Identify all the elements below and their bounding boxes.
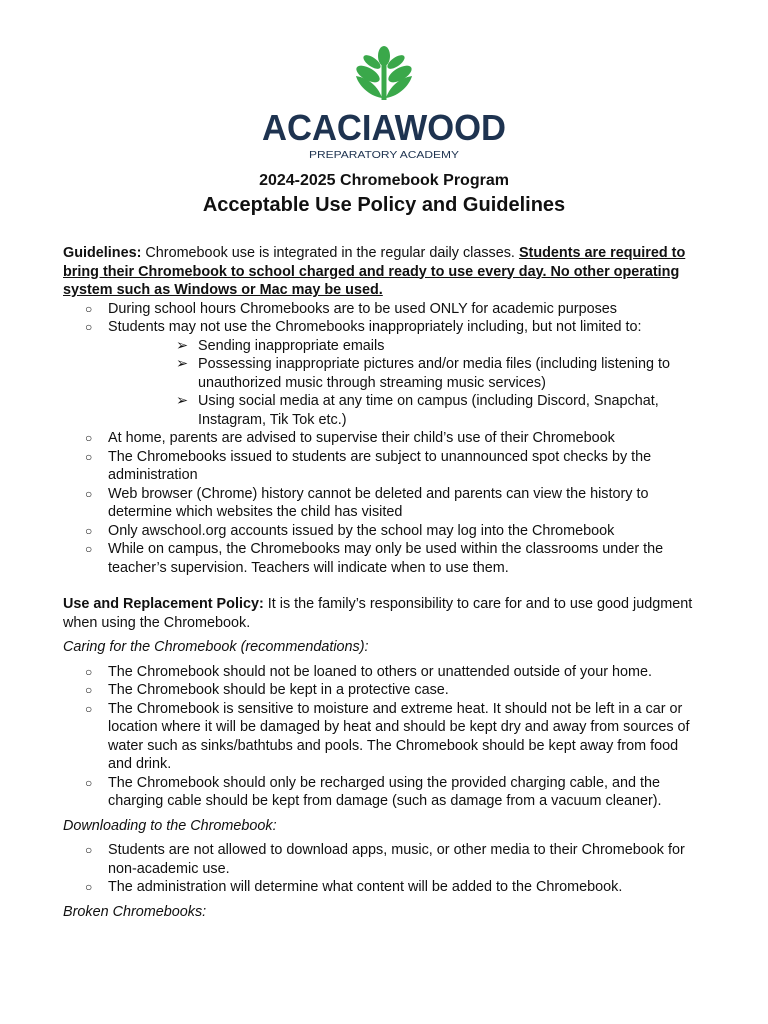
guidelines-list (63, 300, 703, 578)
policy-title: Acceptable Use Policy and Guidelines (202, 194, 566, 216)
guidelines-label: Guidelines: (63, 245, 142, 261)
sublist-item: ➢ Sending inappropriate emails (176, 337, 385, 354)
list-item: ○ The Chromebook should not be loaned to others or unattended outside of your home. (85, 663, 653, 680)
arrow-bullet-icon: ➢ (176, 393, 189, 409)
bullet-icon: ○ (85, 301, 93, 316)
list-item: ○ Students are not allowed to download apps, music, or other media to their Chromebook for non-academic use. (85, 842, 685, 877)
use-policy-text: It is the family’s responsibility to care for and to use good judgment when using the Chromebook. (63, 596, 693, 631)
broken-heading: Broken Chromebooks: (63, 903, 207, 920)
arrow-bullet-icon: ➢ (176, 356, 189, 372)
list-item: ○ The Chromebook should only be recharged using the provided charging cable, and the charging cable should be kept from damage (such as damage from a vacuum cleaner). (85, 774, 662, 809)
list-item: ○ Web browser (Chrome) history cannot be deleted and parents can view the history to determine which websites the child has visited (85, 485, 649, 520)
sublist (108, 337, 703, 430)
logo-name: ACACIAWOOD (262, 107, 506, 148)
guidelines-emphasis: Students are required to bring their Chromebook to school charged and ready to use every day. No other operating system such as Windows or Mac may be used. (63, 245, 686, 298)
school-logo (258, 44, 510, 164)
arrow-bullet-icon: ➢ (176, 337, 189, 354)
downloading-heading: Downloading to the Chromebook: (63, 817, 277, 834)
bullet-icon: ○ (85, 775, 93, 790)
bullet-icon: ○ (85, 880, 93, 894)
bullet-icon: ○ (85, 431, 93, 445)
use-policy-label: Use and Replacement Policy: (63, 596, 264, 612)
document-body (63, 244, 703, 927)
logo-subtitle: PREPARATORY ACADEMY (309, 150, 460, 161)
sublist-item: ➢ Possessing inappropriate pictures and/or media files (including listening to unauthorized music through streaming music services) (176, 356, 670, 391)
bullet-icon: ○ (85, 701, 93, 716)
list-item: ○ Students may not use the Chromebooks inappropriately including, but not limited to: ➢ Sending inappropriate emails ➢ Possessing inappropriate pictures and/or media files (including listening to unauthorized music through streaming music services) ➢ Using social media at any time on campus (including Discord, Snapchat, Instagram, Tik Tok etc.) (63, 318, 703, 429)
list-item: ○ While on campus, the Chromebooks may only be used within the classrooms under the teacher’s supervision. Teachers will indicate when to use them. (85, 541, 664, 576)
use-policy-paragraph (63, 595, 703, 632)
list-item: ○ The Chromebook is sensitive to moisture and extreme heat. It should not be left in a car or location where it will be damaged by heat and should be kept dry and away from sources of water such as sinks/bathtubs and pools. The Chromebook should be kept away from food and drink. (85, 700, 690, 772)
guidelines-intro: Chromebook use is integrated in the regular daily classes. (145, 245, 519, 261)
list-item: ○ The administration will determine what content will be added to the Chromebook. (85, 879, 623, 895)
caring-list (63, 663, 703, 811)
guidelines-paragraph (63, 244, 703, 300)
bullet-icon: ○ (85, 486, 93, 501)
bullet-icon: ○ (85, 664, 93, 679)
bullet-icon: ○ (85, 320, 93, 334)
list-item: ○ At home, parents are advised to supervise their child’s use of their Chromebook (85, 430, 615, 446)
sublist-item: ➢ Using social media at any time on campus (including Discord, Snapchat, Instagram, Tik Tok etc.) (176, 393, 659, 428)
list-item: ○ The Chromebook should be kept in a protective case. (85, 682, 449, 698)
bullet-icon: ○ (85, 523, 93, 538)
bullet-icon: ○ (85, 843, 93, 857)
bullet-icon: ○ (85, 683, 93, 697)
list-item: ○ During school hours Chromebooks are to be used ONLY for academic purposes (85, 300, 618, 317)
bullet-icon: ○ (85, 449, 93, 464)
list-item: ○ The Chromebooks issued to students are subject to unannounced spot checks by the administration (85, 448, 652, 483)
bullet-icon: ○ (85, 542, 93, 556)
leaf-icon (354, 46, 415, 100)
downloading-list (63, 841, 703, 897)
caring-heading: Caring for the Chromebook (recommendations): (63, 639, 369, 655)
program-title: 2024-2025 Chromebook Program (259, 172, 509, 189)
list-item: ○ Only awschool.org accounts issued by the school may log into the Chromebook (85, 522, 615, 539)
